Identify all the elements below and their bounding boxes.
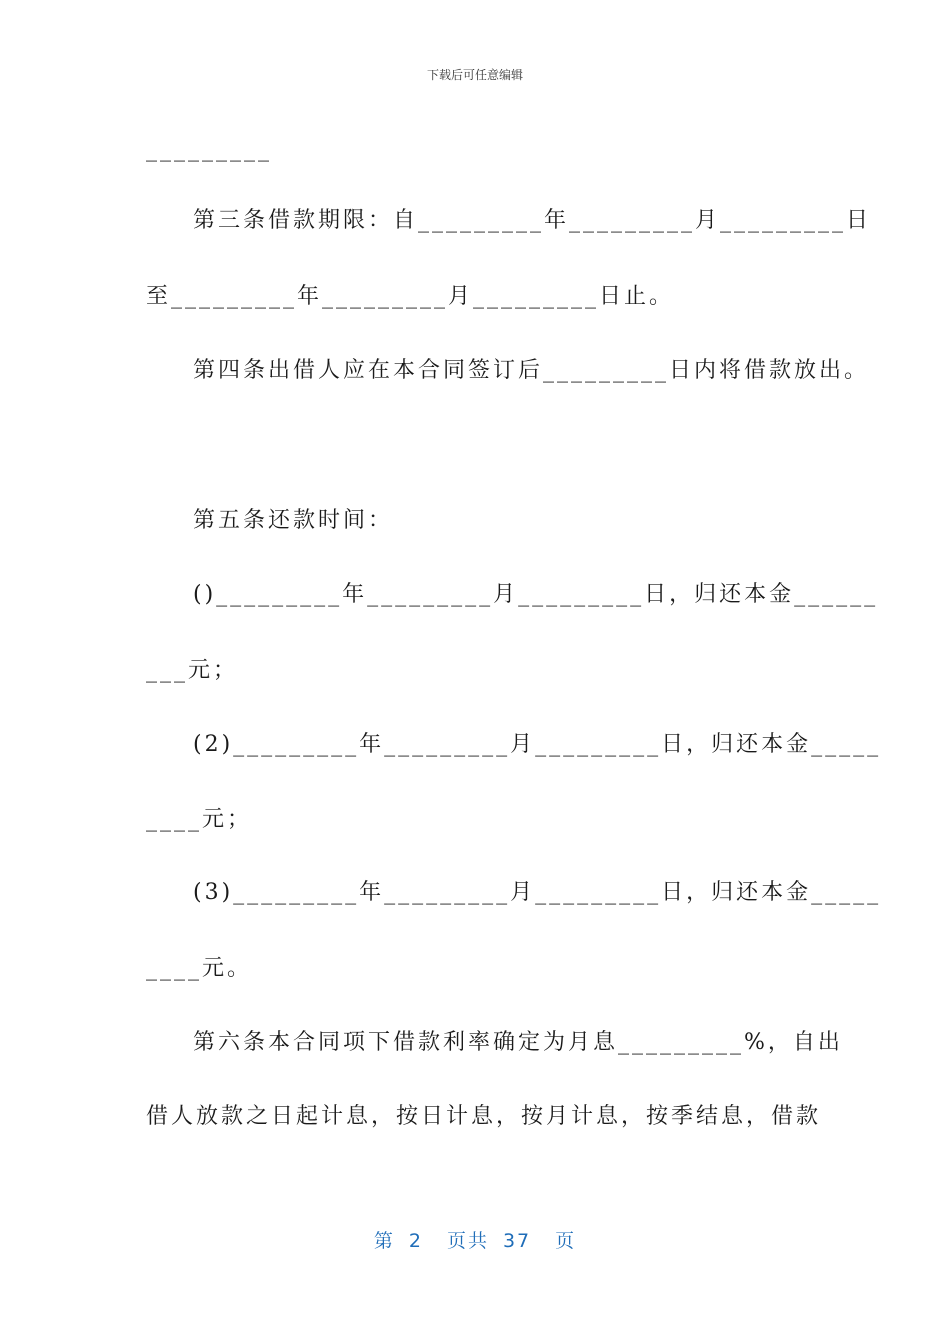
- body-line: 第六条本合同项下借款利率确定为月息_________%，自出: [193, 1030, 843, 1055]
- body-line: ____元。: [146, 956, 253, 981]
- body-line: 至_________年_________月_________日止。: [146, 284, 675, 309]
- body-line: 第五条还款时间：: [193, 508, 394, 533]
- footer-prefix: 第: [373, 1230, 395, 1252]
- body-line: (2)_________年_________月_________日，归还本金_____: [193, 732, 882, 757]
- body-line: ____元；: [146, 807, 253, 832]
- footer-total-pages: 37: [502, 1230, 532, 1252]
- body-line: ()_________年_________月_________日，归还本金______: [193, 582, 879, 607]
- footer-suffix: 页: [555, 1230, 577, 1252]
- footer-middle: 页共: [446, 1230, 489, 1252]
- footer-page-number: 2: [408, 1230, 423, 1252]
- body-line: 第四条出借人应在本合同签订后_________日内将借款放出。: [193, 358, 870, 383]
- body-line: 第三条借款期限：自_________年_________月_________日: [193, 208, 872, 233]
- body-line: 借人放款之日起计息，按日计息，按月计息，按季结息，借款: [146, 1104, 822, 1129]
- page-header: 下载后可任意编辑: [426, 68, 523, 82]
- page-footer: [0, 1226, 950, 1253]
- body-line: ___元；: [146, 658, 239, 683]
- body-line: _________: [146, 137, 272, 162]
- body-line: (3)_________年_________月_________日，归还本金_____: [193, 880, 882, 905]
